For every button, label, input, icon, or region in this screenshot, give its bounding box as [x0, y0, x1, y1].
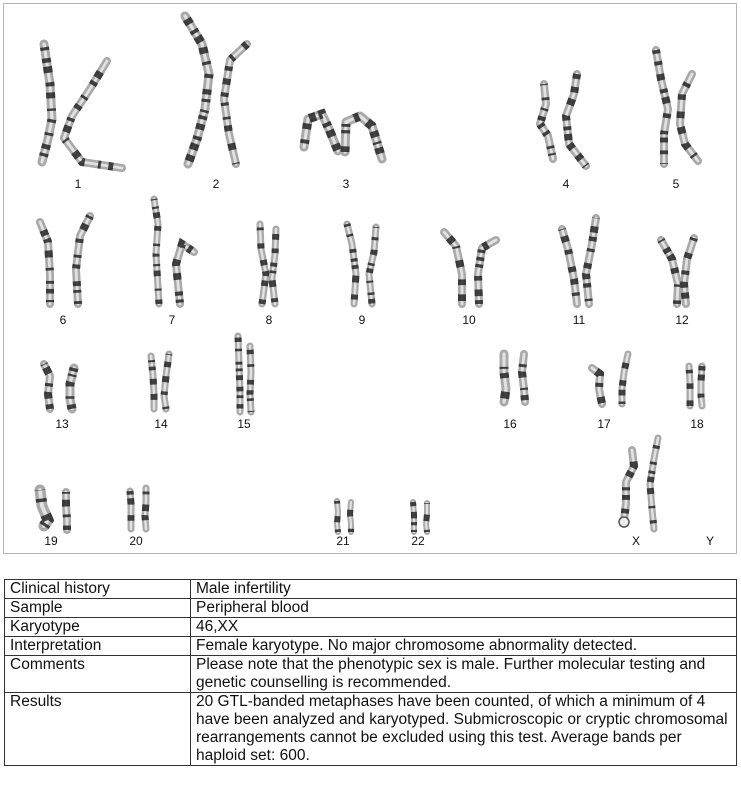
chromosome-label-9: 9 [358, 313, 366, 327]
row-label: Sample [5, 599, 191, 618]
row-label: Comments [5, 656, 191, 693]
chromosome-11a [562, 229, 577, 304]
chromosome-17a [592, 368, 602, 404]
chromosome-15b [250, 346, 251, 412]
chromosome-label-19: 19 [44, 534, 58, 548]
chromosome-1a [42, 44, 52, 162]
chromosome-label-16: 16 [503, 417, 517, 431]
chromosome-label-1: 1 [74, 177, 82, 191]
chromosome-label-7: 7 [168, 313, 176, 327]
report-row-results [5, 693, 737, 766]
chromosome-label-2: 2 [212, 177, 220, 191]
chromosome-label-11: 11 [572, 313, 586, 327]
chromosome-19a [40, 490, 48, 526]
chromosome-label-y: Y [705, 534, 715, 548]
chromosome-15a [238, 336, 240, 412]
chromosome-16a [504, 354, 506, 402]
row-value: Female karyotype. No major chromosome abnormality detected. [191, 637, 737, 656]
chromosome-20a [130, 491, 131, 529]
chromosome-label-6: 6 [59, 313, 67, 327]
report-row-sample [5, 599, 737, 618]
chromosome-label-10: 10 [462, 313, 476, 327]
chromosome-20b [145, 488, 146, 529]
chromosome-11b [586, 218, 596, 304]
chromosome-16b [522, 354, 525, 402]
chromosome-8a [260, 224, 266, 304]
chromosome-6b [76, 216, 90, 304]
report-row-clinical-history [5, 580, 737, 599]
row-value: Male infertility [191, 580, 737, 599]
chromosome-22a [413, 502, 414, 532]
chromosome-22b [426, 503, 427, 532]
chromosome-2b [224, 44, 247, 164]
report-row-karyotype [5, 618, 737, 637]
chromosome-17b [622, 354, 628, 404]
chromosome-label-4: 4 [562, 177, 570, 191]
chromosome-label-x: X [631, 534, 641, 548]
chromosome-10a [444, 232, 462, 304]
row-value: Peripheral blood [191, 599, 737, 618]
karyogram-figure [3, 3, 737, 554]
chromosome-label-20: 20 [129, 534, 143, 548]
chromosome-label-22: 22 [411, 534, 425, 548]
chromosome-18b [701, 366, 702, 406]
chromosome-x-end [619, 517, 629, 527]
chromosome-4b [566, 74, 586, 166]
chromosome-7b [176, 244, 194, 304]
chromosome-9b [369, 227, 376, 304]
report-table [4, 579, 737, 766]
row-value: 46,XX [191, 618, 737, 637]
chromosome-3b [345, 116, 382, 159]
chromosome-label-5: 5 [672, 177, 680, 191]
chromosome-label-21: 21 [336, 534, 350, 548]
chromosome-12a [661, 240, 678, 304]
chromosome-label-14: 14 [154, 417, 168, 431]
row-label: Interpretation [5, 637, 191, 656]
chromosome-12b [684, 238, 694, 304]
chromosome-1b [64, 61, 122, 168]
report-row-interpretation [5, 637, 737, 656]
chromosome-label-15: 15 [237, 417, 251, 431]
row-value: Please note that the phenotypic sex is male. Further molecular testing and genetic counselling is recommended. [191, 656, 737, 693]
chromosome-21b [350, 502, 351, 532]
row-label: Clinical history [5, 580, 191, 599]
chromosome-label-8: 8 [265, 313, 273, 327]
row-value: 20 GTL-banded metaphases have been counted, of which a minimum of 4 have been analyzed and karyotyped. Submicroscopic or cryptic chromosomal rearrangements cannot be excluded using this test. Average bands per haploid set: 600. [191, 693, 737, 766]
chromosome-label-3: 3 [342, 177, 350, 191]
chromosome-14b [164, 354, 169, 409]
chromosome-2a [185, 16, 209, 164]
chromosome-18a [689, 366, 690, 406]
chromosome-xb [650, 438, 658, 529]
chromosome-3a [304, 114, 338, 151]
row-label: Results [5, 693, 191, 766]
chromosome-13b [70, 368, 74, 409]
chromosome-label-13: 13 [55, 417, 69, 431]
chromosome-13a [44, 364, 50, 409]
chromosome-6a [40, 222, 50, 304]
chromosome-5a [656, 50, 668, 164]
row-label: Karyotype [5, 618, 191, 637]
chromosome-5b [680, 74, 698, 161]
chromosome-9a [347, 224, 356, 304]
chromosome-label-12: 12 [675, 313, 689, 327]
chromosome-4a [540, 84, 553, 159]
chromosome-8b [272, 229, 276, 304]
chromosome-21a [337, 501, 338, 532]
chromosome-7a [154, 199, 159, 304]
report-row-comments [5, 656, 737, 693]
chromosome-19b [66, 492, 67, 530]
chromosome-label-18: 18 [690, 417, 704, 431]
chromosome-xa [624, 450, 634, 520]
karyogram-chromosomes [4, 4, 738, 555]
chromosome-14a [151, 356, 154, 409]
chromosome-label-17: 17 [597, 417, 611, 431]
chromosome-10b [478, 240, 496, 304]
